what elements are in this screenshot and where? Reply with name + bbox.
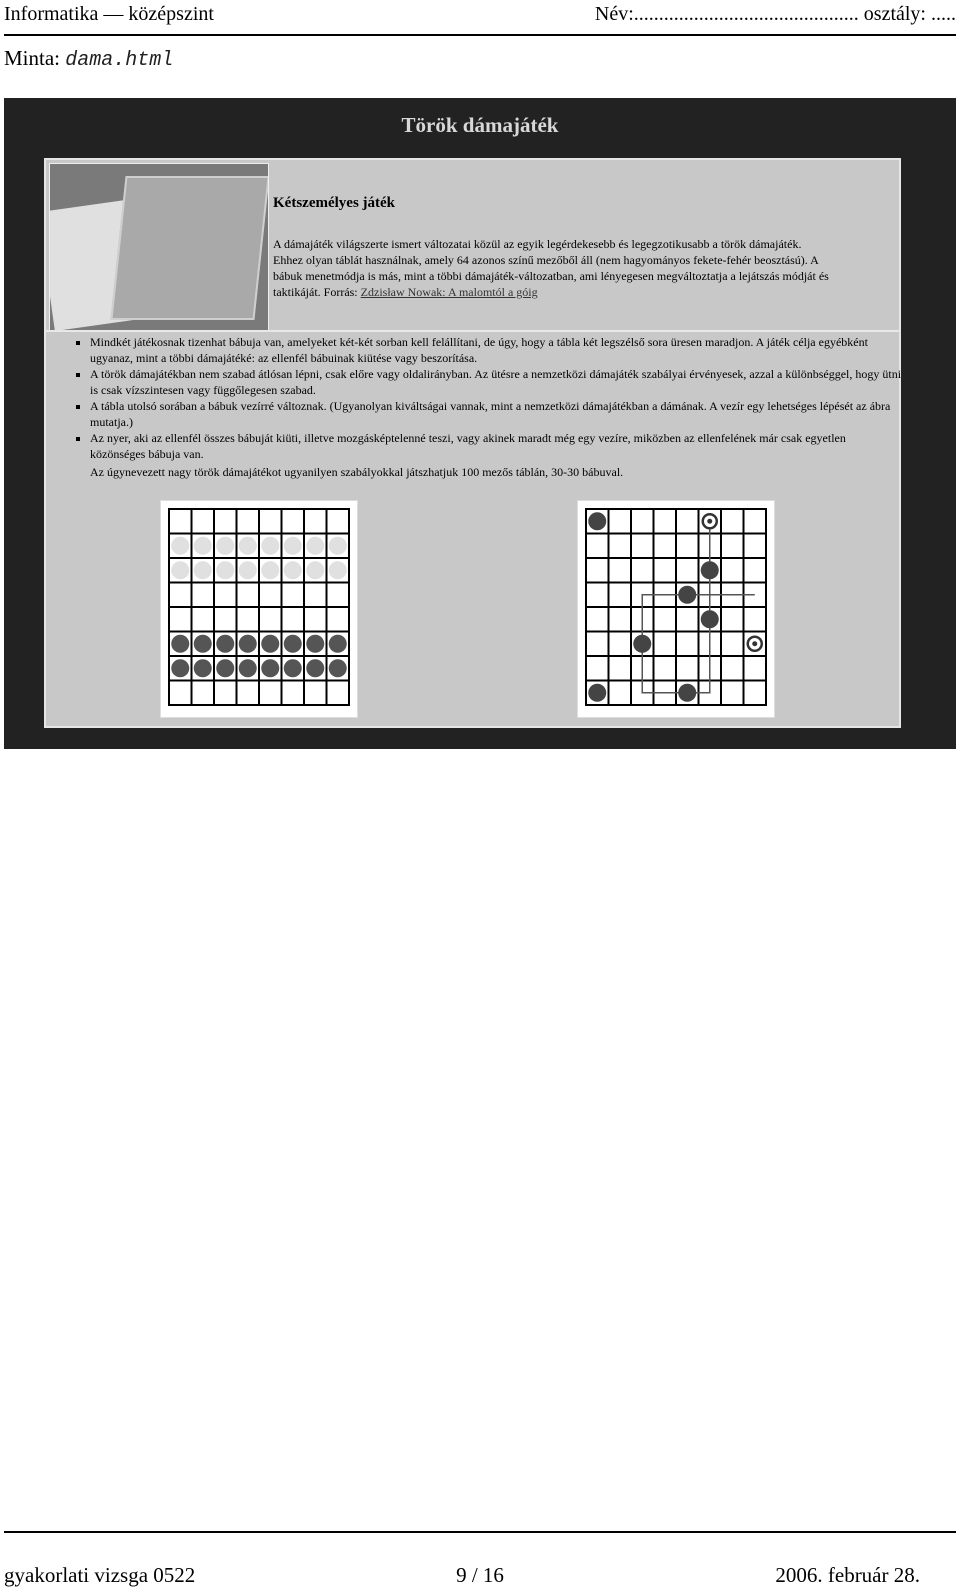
intro-box xyxy=(267,163,896,329)
subject-title: Informatika — középszint xyxy=(4,3,214,25)
light-piece xyxy=(329,537,347,555)
start-position-board xyxy=(160,500,358,718)
dark-piece xyxy=(588,684,606,702)
dark-piece xyxy=(216,635,234,653)
sample-filename: dama.html xyxy=(65,49,174,72)
webpage-screenshot xyxy=(4,98,956,749)
light-piece xyxy=(239,561,257,579)
dark-piece xyxy=(171,659,189,677)
light-piece xyxy=(261,537,279,555)
extra-note: Az úgynevezett nagy török dámajátékot ugyanilyen szabályokkal játszhatjuk 100 mezős táblán, 30-30 bábuval. xyxy=(90,465,624,479)
queen-move-board xyxy=(577,500,775,718)
dark-piece xyxy=(329,635,347,653)
dark-piece xyxy=(261,659,279,677)
move-board-svg xyxy=(578,501,774,717)
dark-piece xyxy=(216,659,234,677)
dark-piece xyxy=(171,635,189,653)
light-piece xyxy=(239,537,257,555)
light-piece xyxy=(171,561,189,579)
dark-piece xyxy=(329,659,347,677)
dark-piece xyxy=(239,635,257,653)
sample-label xyxy=(4,46,173,72)
intro-line: Ehhez olyan táblát használnak, amely 64 azonos színű mezőből áll (nem hagyományos fekete-fehér beosztású). A xyxy=(273,253,819,267)
dark-piece xyxy=(701,610,719,628)
light-piece xyxy=(306,561,324,579)
queen-center xyxy=(752,641,757,646)
dark-piece xyxy=(194,635,212,653)
dark-piece xyxy=(678,586,696,604)
light-piece xyxy=(216,537,234,555)
footer-rule xyxy=(4,1531,956,1533)
start-board-svg xyxy=(161,501,357,717)
dark-piece xyxy=(239,659,257,677)
queen-center xyxy=(707,519,712,524)
dark-piece xyxy=(678,684,696,702)
dark-piece xyxy=(194,659,212,677)
page-title: Török dámajáték xyxy=(401,113,559,137)
intro-text xyxy=(273,236,883,300)
rules-list xyxy=(70,334,902,462)
rule-item: ▪ Mindkét játékosnak tizenhat bábuja van, amelyeket két-két sorban kell felállítani, de úgy, hogy a tábla két legszélső sora üresen maradjon. A játék célja egyébként ugyanaz, mint a többi dámajátéké: az ellenfél bábuinak kiütése vagy beszorítása. xyxy=(90,334,902,366)
dark-piece xyxy=(284,635,302,653)
rule-item: ▪ A török dámajátékban nem szabad átlósan lépni, csak előre vagy oldalirányban. Az ütésre a nemzetközi dámajáték szabályai érvényesek, azzal a különbséggel, hogy ütni is csak vízszintesen vagy függőlegesen szabad. xyxy=(90,366,902,398)
footer-page: 9 / 16 xyxy=(456,1563,504,1587)
light-piece xyxy=(194,561,212,579)
sample-prefix: Minta: xyxy=(4,46,60,70)
footer-date: 2006. február 28. xyxy=(775,1563,920,1587)
rule-item: ▪ Az nyer, aki az ellenfél összes bábuját kiüti, illetve mozgásképtelenné teszi, vagy akinek maradt még egy vezíre, miközben az ellenfelének már csak egyetlen közönséges bábuja van. xyxy=(90,430,902,462)
board-photo xyxy=(49,163,269,331)
section-subtitle: Kétszemélyes játék xyxy=(273,195,396,211)
dark-piece xyxy=(701,561,719,579)
dark-piece xyxy=(306,659,324,677)
source-link[interactable]: Zdzisław Nowak: A malomtól a góig xyxy=(360,285,538,299)
dark-piece xyxy=(261,635,279,653)
page-header xyxy=(4,0,956,36)
light-piece xyxy=(194,537,212,555)
intro-line: A dámajáték világszerte ismert változatai közül az egyik legérdekesebb és legegzotikusabb a török dámajáték. xyxy=(273,237,802,251)
light-piece xyxy=(329,561,347,579)
rule-item: ▪ A tábla utolsó sorában a bábuk vezírré változnak. (Ugyanolyan kiváltságai vannak, mint a nemzetközi dámajátékban a dámának. A vezír egy lehetséges lépését az ábra mutatja.) xyxy=(90,398,902,430)
intro-line: bábuk menetmódja is más, mint a többi dámajáték-változatban, ami lényegesen megváltoztatja a lejátszás módját és xyxy=(273,269,829,283)
light-piece xyxy=(216,561,234,579)
dark-piece xyxy=(588,512,606,530)
dark-piece xyxy=(633,635,651,653)
light-piece xyxy=(261,561,279,579)
light-piece xyxy=(306,537,324,555)
dark-piece xyxy=(284,659,302,677)
dark-piece xyxy=(306,635,324,653)
content-panel xyxy=(44,158,901,728)
light-piece xyxy=(284,537,302,555)
light-piece xyxy=(284,561,302,579)
name-class-field: Név:............................................. osztály: ..... xyxy=(594,3,956,25)
footer-exam: gyakorlati vizsga 0522 xyxy=(4,1563,196,1587)
divider xyxy=(46,330,899,332)
light-piece xyxy=(171,537,189,555)
intro-line: taktikáját. Forrás: xyxy=(273,285,361,299)
